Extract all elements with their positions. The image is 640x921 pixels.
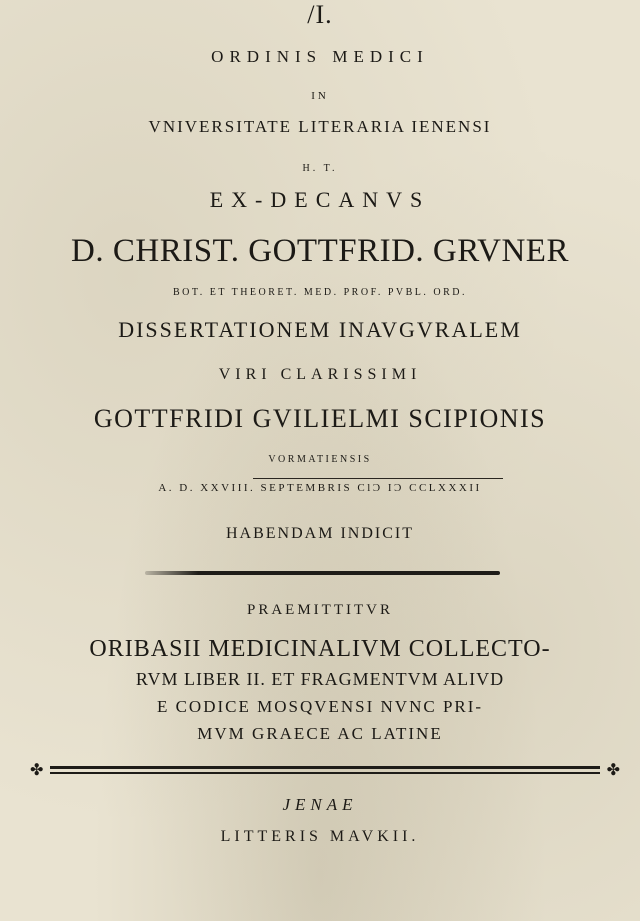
rule-bar-bottom — [50, 772, 600, 774]
date-overline — [253, 478, 503, 479]
decanus-name: D. CHRIST. GOTTFRID. GRVNER — [71, 233, 569, 269]
oribasii-line: ORIBASII MEDICINALIVM COLLECTO- — [89, 636, 551, 662]
decanus-titles: BOT. ET THEORET. MED. PROF. PVBL. ORD. — [172, 287, 468, 298]
handwritten-mark: /I. — [307, 0, 333, 29]
mvm-graece-line: MVM GRAECE AC LATINE — [197, 724, 443, 743]
dissertationem-line: DISSERTATIONEM INAVGVRALEM — [118, 317, 522, 342]
imprint-place: JENAE — [282, 795, 358, 814]
habendam-line: HABENDAM INDICIT — [226, 525, 414, 542]
in-line: IN — [311, 90, 329, 102]
e-codice-line: E CODICE MOSQVENSI NVNC PRI- — [156, 697, 484, 716]
ordinis-medici-line: ORDINIS MEDICI — [211, 47, 429, 66]
rule-bar-top — [50, 766, 600, 769]
vormatiensis-line: VORMATIENSIS — [268, 454, 372, 465]
date-line: A. D. XXVIII. SEPTEMBRIS ClƆ IƆ CCLXXXII — [158, 482, 482, 494]
viri-line: VIRI CLARISSIMI — [218, 366, 422, 383]
candidate-name: GOTTFRIDI GVILIELMI SCIPIONIS — [93, 404, 547, 433]
praemittitur-line: PRAEMITTITVR — [247, 602, 393, 618]
rvm-liber-line: RVM LIBER II. ET FRAGMENTVM ALIVD — [135, 669, 505, 689]
universitate-line: VNIVERSITATE LITERARIA IENENSI — [148, 117, 492, 136]
ex-decanus-line: EX-DECANVS — [209, 187, 431, 212]
ht-line: H. T. — [302, 163, 338, 174]
imprint-printer: LITTERIS MAVKII. — [220, 828, 420, 845]
cross-ornament-icon: ✤ — [606, 760, 620, 779]
thick-divider — [145, 571, 500, 575]
ornamental-rule — [30, 760, 620, 779]
cross-ornament-icon: ✤ — [30, 760, 44, 779]
